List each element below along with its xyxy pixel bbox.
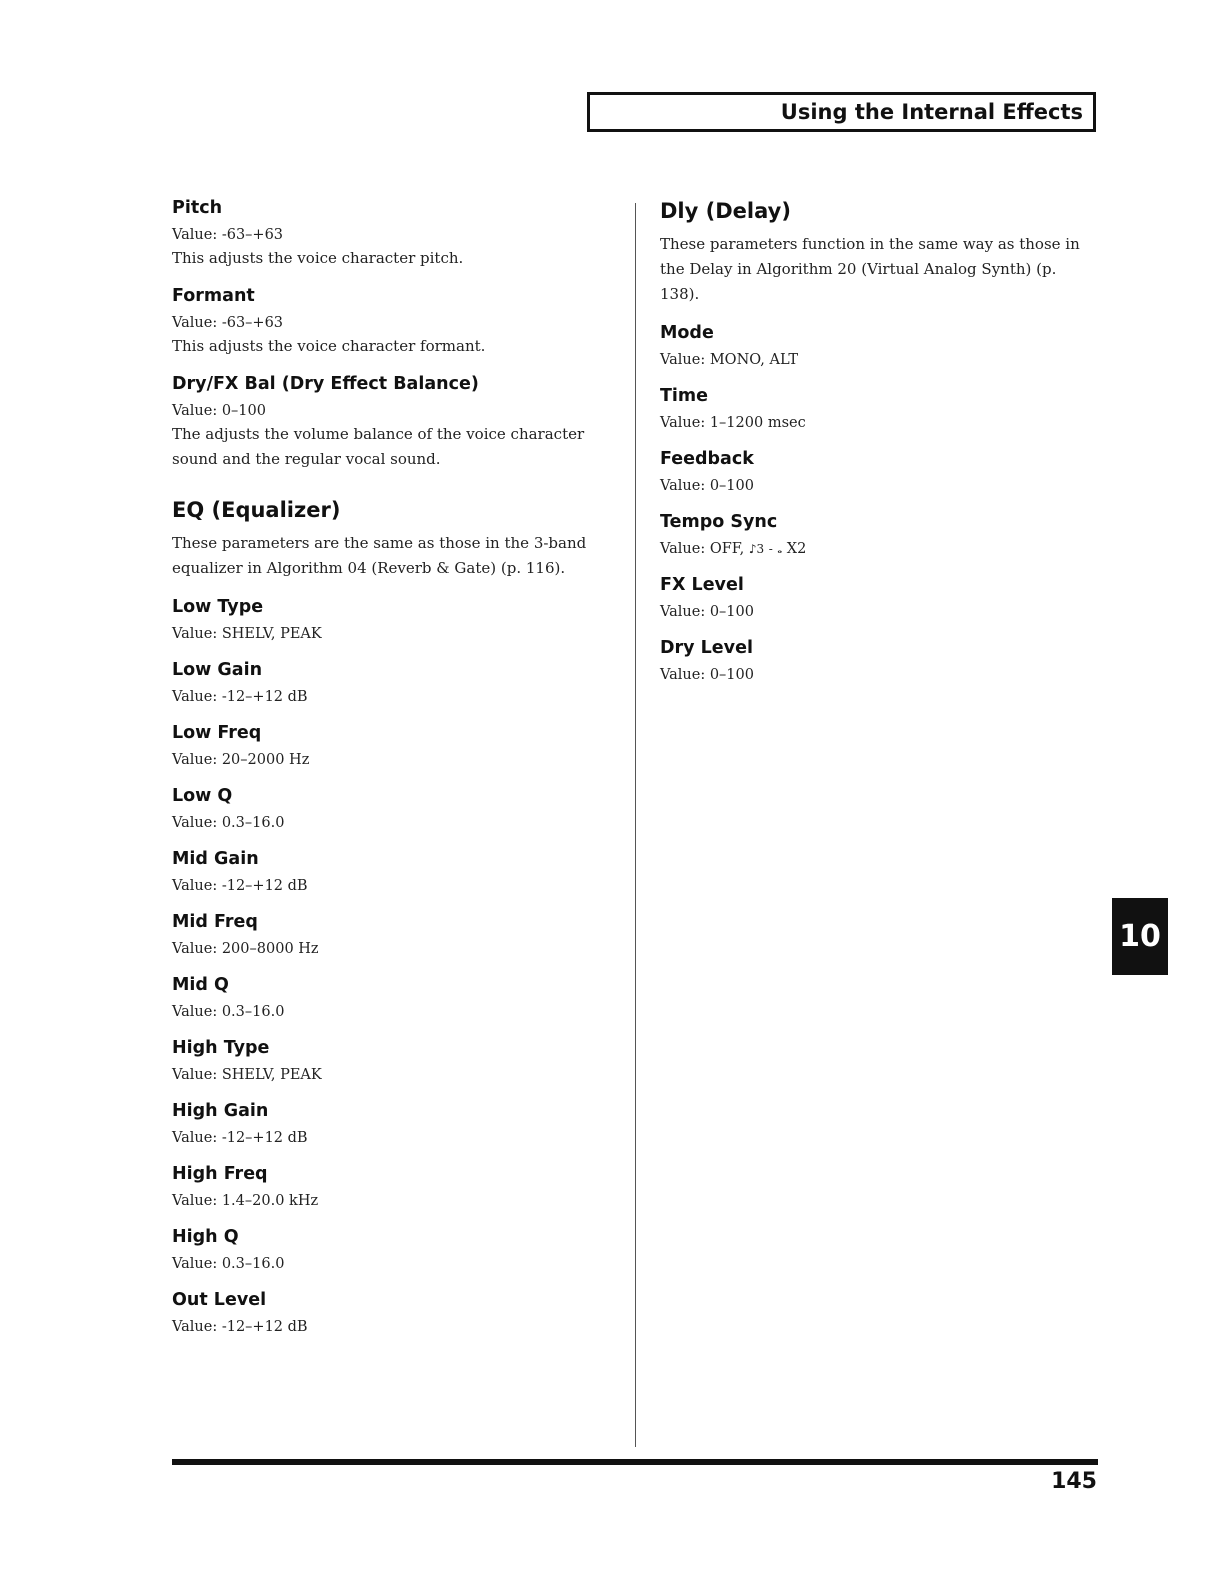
param-name: Low Freq [172,723,262,743]
section-description-eq: These parameters are the same as those in the 3-band equalizer in Algorithm 04 (Reverb & Gate) (p. 116). [172,534,587,577]
range-dash: - [768,542,773,556]
param-value: Value: -12–+12 dB [172,878,308,894]
param-value: Value: 0–100 [660,604,754,620]
param-name: Mid Q [172,975,229,995]
section-title-delay: Dly (Delay) [660,199,791,223]
param-feedback [660,447,1090,497]
param-high-type [172,1036,612,1086]
header-title: Using the Internal Effects [780,100,1083,124]
param-high-gain [172,1099,612,1149]
param-high-freq [172,1162,612,1212]
param-time [660,384,1090,434]
param-value: Value: 0–100 [172,403,266,419]
param-name: Pitch [172,198,223,218]
param-high-q [172,1225,612,1275]
footer-rule [172,1459,1098,1465]
left-column [172,196,612,1351]
param-mode [660,321,1090,371]
param-out-level [172,1288,612,1338]
param-dry-level [660,636,1090,686]
param-description: The adjusts the volume balance of the voice character sound and the regular vocal sound. [172,425,585,468]
param-value [660,538,1090,560]
param-name: Low Gain [172,660,263,680]
param-value: Value: -12–+12 dB [172,689,308,705]
param-pitch [172,196,612,271]
value-suffix: X2 [786,541,807,557]
param-name: Dry Level [660,638,753,658]
param-value: Value: MONO, ALT [660,352,799,368]
param-name: Feedback [660,449,754,469]
param-low-q [172,784,612,834]
param-name: Time [660,386,709,406]
param-name: Mid Freq [172,912,258,932]
param-tempo-sync [660,510,1090,560]
param-value: Value: 200–8000 Hz [172,941,319,957]
note-whole-icon: 𝅝 [777,542,783,556]
param-value: Value: SHELV, PEAK [172,1067,322,1083]
param-mid-gain [172,847,612,897]
param-name: Low Q [172,786,233,806]
param-description: This adjusts the voice character pitch. [172,249,464,267]
param-low-gain [172,658,612,708]
param-value: Value: -12–+12 dB [172,1319,308,1335]
param-name: Mode [660,323,714,343]
section-gap [172,485,612,497]
right-column [660,198,1090,699]
param-value: Value: -63–+63 [172,227,284,243]
param-name: High Type [172,1038,270,1058]
param-dry-fx-bal [172,372,612,472]
param-value: Value: 0.3–16.0 [172,1004,285,1020]
param-value: Value: -63–+63 [172,315,284,331]
page-number: 145 [1051,1469,1097,1494]
param-value: Value: SHELV, PEAK [172,626,322,642]
column-divider [635,203,636,1447]
chapter-tab: 10 [1112,898,1168,975]
section-title-eq: EQ (Equalizer) [172,498,341,522]
param-value: Value: 0–100 [660,667,754,683]
param-name: Mid Gain [172,849,259,869]
param-name: Low Type [172,597,264,617]
param-mid-q [172,973,612,1023]
value-prefix: Value: OFF, [660,541,745,557]
param-value: Value: 0–100 [660,478,754,494]
running-header [587,92,1096,132]
param-description: This adjusts the voice character formant. [172,337,486,355]
param-name: FX Level [660,575,744,595]
param-mid-freq [172,910,612,960]
param-value: Value: 1–1200 msec [660,415,806,431]
param-name: Out Level [172,1290,267,1310]
param-name: High Q [172,1227,239,1247]
param-name: High Gain [172,1101,269,1121]
param-name: Tempo Sync [660,512,778,532]
param-value: Value: 1.4–20.0 kHz [172,1193,319,1209]
param-low-type [172,595,612,645]
note-triplet-icon: ♪3 [748,542,765,556]
param-fx-level [660,573,1090,623]
param-name: High Freq [172,1164,268,1184]
param-name: Formant [172,286,255,306]
param-value: Value: 0.3–16.0 [172,815,285,831]
param-name: Dry/FX Bal (Dry Effect Balance) [172,374,479,394]
param-value: Value: 20–2000 Hz [172,752,310,768]
param-value: Value: -12–+12 dB [172,1130,308,1146]
param-low-freq [172,721,612,771]
param-formant [172,284,612,359]
param-value: Value: 0.3–16.0 [172,1256,285,1272]
section-description-delay: These parameters function in the same way as those in the Delay in Algorithm 20 (Virtual Analog Synth) (p. 138). [660,235,1080,303]
